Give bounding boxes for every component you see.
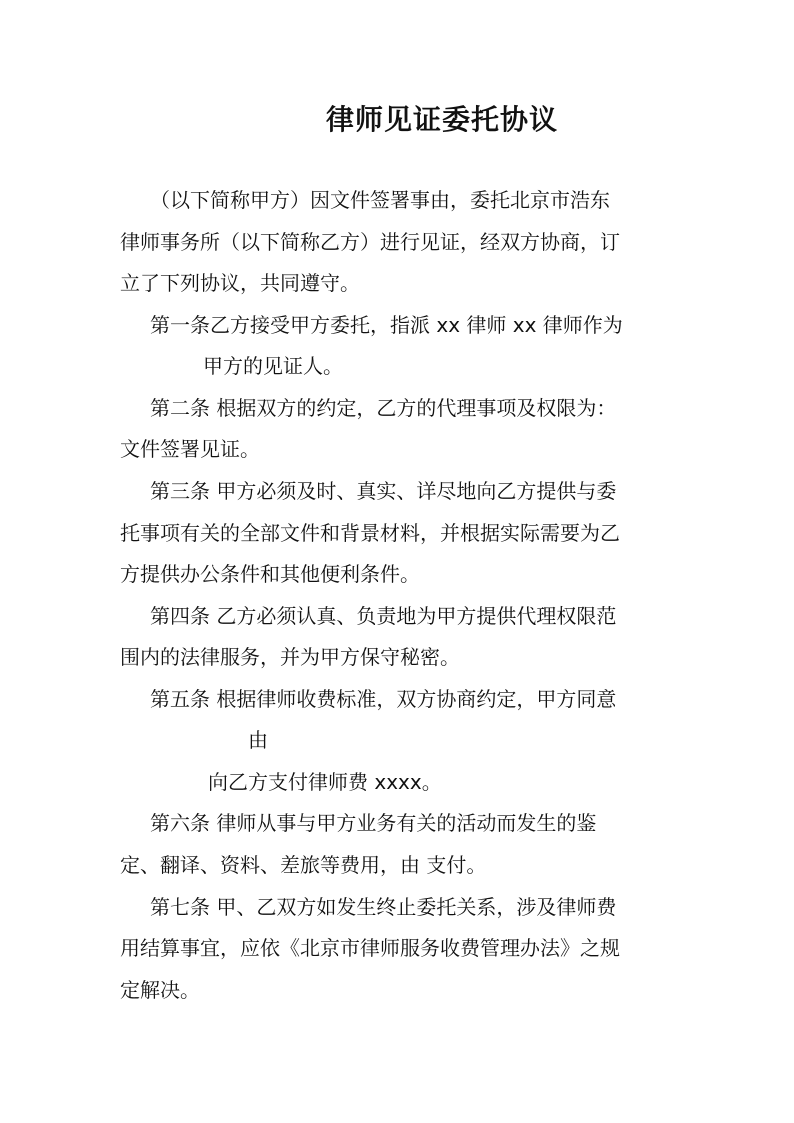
paragraph-line: 甲方的见证人。 bbox=[203, 354, 343, 378]
paragraph-line: 第五条 根据律师收费标准，双方协商约定，甲方同意 bbox=[150, 687, 617, 711]
paragraph-line: 律师事务所（以下简称乙方）进行见证，经双方协商，订 bbox=[120, 230, 620, 254]
paragraph-line: 方提供办公条件和其他便利条件。 bbox=[120, 562, 420, 586]
paragraph-line: 第一条乙方接受甲方委托，指派 xx 律师 xx 律师作为 bbox=[150, 313, 623, 337]
paragraph-line: 托事项有关的全部文件和背景材料，并根据实际需要为乙 bbox=[120, 521, 620, 545]
paragraph-line: 围内的法律服务，并为甲方保守秘密。 bbox=[120, 645, 460, 669]
paragraph-line: 由 bbox=[248, 728, 268, 752]
paragraph-line: 定、翻译、资料、差旅等费用，由 支付。 bbox=[120, 853, 487, 877]
paragraph-line: 向乙方支付律师费 xxxx。 bbox=[208, 770, 442, 794]
paragraph-line: 立了下列协议，共同遵守。 bbox=[120, 271, 360, 295]
paragraph-line: 第四条 乙方必须认真、负责地为甲方提供代理权限范 bbox=[150, 604, 617, 628]
document-title: 律师见证委托协议 bbox=[325, 103, 558, 136]
paragraph-line: 用结算事宜，应依《北京市律师服务收费管理办法》之规 bbox=[120, 936, 620, 960]
paragraph-line: 第二条 根据双方的约定，乙方的代理事项及权限为： bbox=[150, 396, 617, 420]
paragraph-line: （以下简称甲方）因文件签署事由，委托北京市浩东 bbox=[150, 188, 610, 212]
paragraph-line: 第七条 甲、乙双方如发生终止委托关系，涉及律师费 bbox=[150, 895, 617, 919]
paragraph-line: 文件签署见证。 bbox=[120, 437, 260, 461]
paragraph-line: 第六条 律师从事与甲方业务有关的活动而发生的鉴 bbox=[150, 811, 597, 835]
paragraph-line: 定解决。 bbox=[120, 978, 200, 1002]
paragraph-line: 第三条 甲方必须及时、真实、详尽地向乙方提供与委 bbox=[150, 479, 617, 503]
